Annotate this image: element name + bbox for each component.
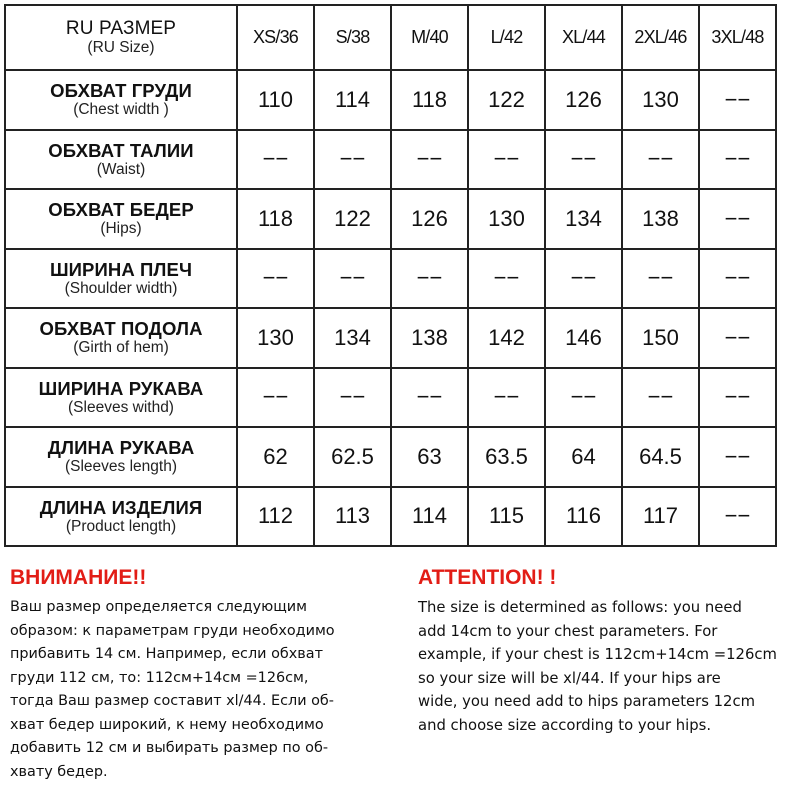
- row-label-en: (Sleeves withd): [68, 398, 174, 416]
- note-line: Ваш размер определяется следующим: [10, 599, 308, 615]
- table-cell: 138: [622, 189, 699, 249]
- note-line: The size is determined as follows: you need: [418, 599, 742, 616]
- table-cell: −−: [468, 368, 545, 428]
- size-header-m: M/40: [391, 5, 468, 70]
- table-cell: −−: [699, 427, 776, 487]
- table-cell: −−: [391, 368, 468, 428]
- table-cell: −−: [699, 249, 776, 309]
- row-label-product-length: [5, 487, 237, 547]
- note-line: добавить 12 см и выбирать размер по об-: [10, 740, 329, 756]
- table-cell: 142: [468, 308, 545, 368]
- table-cell: −−: [545, 130, 622, 190]
- row-label-ru: ОБХВАТ ГРУДИ: [50, 80, 192, 102]
- row-label-shoulder: [5, 249, 237, 309]
- row-label-sleeve-length: [5, 427, 237, 487]
- row-label-en: (Product length): [65, 517, 177, 535]
- attention-text-en: [418, 596, 800, 737]
- table-cell: 146: [545, 308, 622, 368]
- table-row: [5, 189, 776, 249]
- table-row: [5, 130, 776, 190]
- table-cell: −−: [699, 308, 776, 368]
- table-cell: −−: [622, 249, 699, 309]
- table-cell: 122: [314, 189, 391, 249]
- note-line: add 14cm to your chest parameters. For: [418, 622, 718, 640]
- ru-size-header-cell: [5, 5, 237, 70]
- note-line: прибавить 14 см. Например, если обхват: [10, 646, 323, 662]
- table-cell: 113: [314, 487, 391, 547]
- note-line: хвату бедер.: [10, 763, 108, 780]
- row-label-waist: [5, 130, 237, 190]
- table-cell: 64: [545, 427, 622, 487]
- table-cell: 130: [237, 308, 314, 368]
- row-label-en: (Hips): [100, 220, 142, 238]
- table-cell: −−: [468, 130, 545, 190]
- row-label-en: (Shoulder width): [64, 279, 178, 297]
- note-line: so your size will be xl/44. If your hips are: [418, 669, 721, 687]
- size-header-xl: XL/44: [545, 5, 622, 70]
- row-label-en: (Sleeves length): [64, 458, 177, 476]
- table-cell: −−: [699, 487, 776, 547]
- table-cell: 118: [391, 70, 468, 130]
- table-cell: 134: [545, 189, 622, 249]
- note-line: and choose size according to your hips.: [418, 716, 712, 734]
- table-cell: −−: [237, 130, 314, 190]
- row-label-ru: ДЛИНА ИЗДЕЛИЯ: [39, 496, 203, 518]
- table-cell: 62.5: [314, 427, 391, 487]
- row-label-ru: ШИРИНА РУКАВА: [38, 377, 204, 399]
- note-line: образом: к параметрам груди необходимо: [10, 622, 335, 639]
- size-chart-table: [4, 4, 777, 547]
- table-row: [5, 427, 776, 487]
- table-cell: 62: [237, 427, 314, 487]
- note-line: хват бедер широкий, к нему необходимо: [10, 716, 324, 733]
- row-label-ru: ОБХВАТ БЕДЕР: [48, 199, 194, 221]
- row-label-sleeve-width: [5, 368, 237, 428]
- ru-size-header-label: RU РАЗМЕР: [65, 18, 177, 39]
- row-label-chest: [5, 70, 237, 130]
- table-cell: −−: [699, 189, 776, 249]
- table-cell: −−: [237, 368, 314, 428]
- table-cell: −−: [237, 249, 314, 309]
- table-cell: −−: [545, 249, 622, 309]
- table-cell: −−: [699, 130, 776, 190]
- table-cell: 116: [545, 487, 622, 547]
- ru-size-header-sublabel: (RU Size): [87, 39, 155, 56]
- table-row: [5, 308, 776, 368]
- table-cell: 63: [391, 427, 468, 487]
- table-cell: 138: [391, 308, 468, 368]
- table-cell: −−: [699, 368, 776, 428]
- table-cell: 64.5: [622, 427, 699, 487]
- row-label-en: (Waist): [96, 160, 146, 178]
- size-header-xs: XS/36: [237, 5, 314, 70]
- size-header-2xl: 2XL/46: [622, 5, 699, 70]
- note-line: груди 112 см, то: 112см+14см =126см,: [10, 669, 309, 686]
- table-row: [5, 487, 776, 547]
- table-cell: 115: [468, 487, 545, 547]
- table-cell: 63.5: [468, 427, 545, 487]
- table-cell: −−: [314, 368, 391, 428]
- row-label-hips: [5, 189, 237, 249]
- note-line: example, if your chest is 112cm+14cm =126cm: [418, 646, 777, 663]
- table-cell: 130: [622, 70, 699, 130]
- table-cell: 118: [237, 189, 314, 249]
- row-label-ru: ОБХВАТ ПОДОЛА: [39, 318, 203, 340]
- table-cell: −−: [699, 70, 776, 130]
- attention-title-en: ATTENTION! !: [418, 566, 557, 589]
- row-label-hem: [5, 308, 237, 368]
- table-cell: −−: [391, 130, 468, 190]
- table-cell: −−: [622, 130, 699, 190]
- row-label-en: (Chest width ): [73, 101, 169, 119]
- table-cell: 122: [468, 70, 545, 130]
- table-cell: −−: [545, 368, 622, 428]
- table-cell: 134: [314, 308, 391, 368]
- attention-title-ru: ВНИМАНИЕ!!: [10, 566, 147, 589]
- table-cell: −−: [468, 249, 545, 309]
- table-cell: 130: [468, 189, 545, 249]
- row-label-ru: ОБХВАТ ТАЛИИ: [48, 139, 194, 161]
- table-cell: −−: [314, 249, 391, 309]
- table-cell: −−: [314, 130, 391, 190]
- row-label-ru: ШИРИНА ПЛЕЧ: [49, 258, 193, 280]
- table-cell: 114: [391, 487, 468, 547]
- size-header-3xl: 3XL/48: [699, 5, 776, 70]
- note-line: тогда Ваш размер составит xl/44. Если об-: [10, 693, 334, 709]
- size-header-row: [5, 5, 776, 70]
- table-cell: −−: [622, 368, 699, 428]
- table-cell: 110: [237, 70, 314, 130]
- table-cell: 117: [622, 487, 699, 547]
- attention-note-ru: [10, 564, 405, 784]
- table-row: [5, 70, 776, 130]
- attention-text-ru: [10, 596, 405, 784]
- row-label-en: (Girth of hem): [73, 339, 169, 357]
- attention-note-en: [418, 564, 800, 737]
- row-label-ru: ДЛИНА РУКАВА: [47, 437, 195, 459]
- table-cell: 150: [622, 308, 699, 368]
- size-header-s: S/38: [314, 5, 391, 70]
- table-row: [5, 249, 776, 309]
- table-cell: 112: [237, 487, 314, 547]
- table-cell: −−: [391, 249, 468, 309]
- note-line: wide, you need add to hips parameters 12cm: [418, 693, 756, 710]
- table-cell: 126: [391, 189, 468, 249]
- table-cell: 114: [314, 70, 391, 130]
- table-cell: 126: [545, 70, 622, 130]
- size-header-l: L/42: [468, 5, 545, 70]
- table-row: [5, 368, 776, 428]
